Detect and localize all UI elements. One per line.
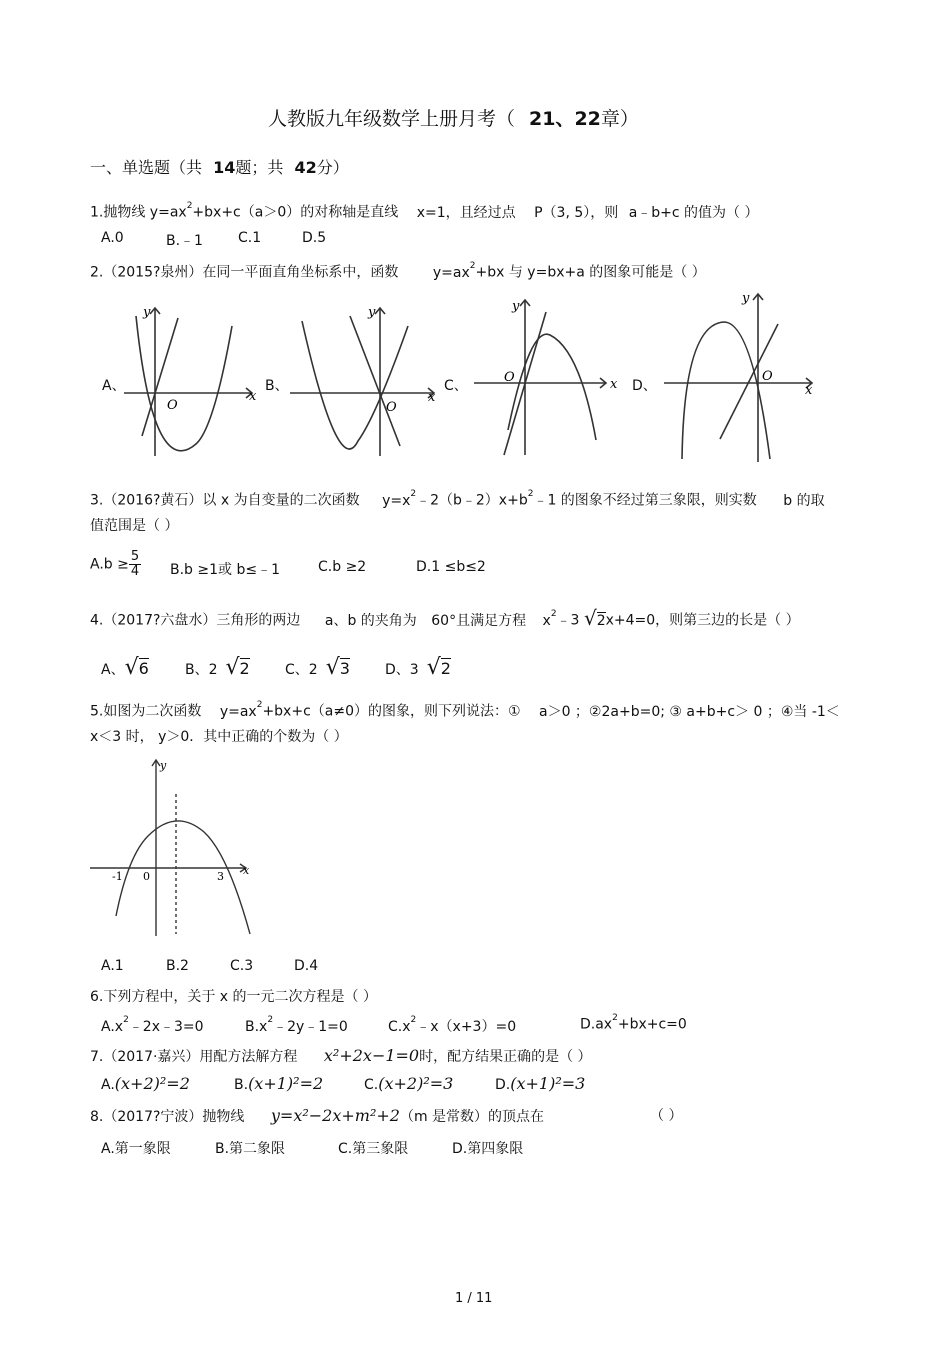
- q4-opt-c-text: C、2: [285, 662, 318, 678]
- q7-opt-d-eq: (x+1)²=3: [510, 1074, 586, 1093]
- sqrt-radicand: 2: [440, 659, 451, 678]
- q6-opt-d-1: D.ax: [580, 1016, 613, 1033]
- q4-opt-d-text: D、3: [385, 662, 419, 678]
- q6-opt-b-2: ﹣2y﹣1=0: [273, 1019, 348, 1035]
- sqrt-radicand: 3: [339, 659, 350, 678]
- q4-option-d[interactable]: D、3 √2: [385, 655, 451, 680]
- q7-option-a[interactable]: [101, 1074, 190, 1093]
- q6-opt-d-2: +bx+c=0: [617, 1016, 687, 1033]
- q4-option-c[interactable]: C、2 √3: [285, 655, 350, 680]
- x-label: x: [805, 383, 813, 398]
- question-7: [90, 1047, 592, 1066]
- q6-opt-c-2: ﹣x（x+3）=0: [416, 1019, 517, 1035]
- sqrt-radicand: 2: [239, 659, 250, 678]
- q1-option-b[interactable]: B.﹣1: [166, 233, 203, 249]
- q5-option-d[interactable]: D.4: [294, 958, 319, 974]
- q7-text-a: 7.（2017·嘉兴）用配方法解方程: [90, 1049, 298, 1065]
- question-8: [90, 1107, 544, 1126]
- q4-text-a: 4.（2017?六盘水）三角形的两边: [90, 612, 301, 629]
- q4-option-b[interactable]: B、2 √2: [185, 655, 250, 680]
- x-label: x: [249, 389, 257, 404]
- q1-option-d[interactable]: D.5: [302, 230, 327, 246]
- q5-text-c: +bx+c（a≠0）的图象，则下列说法：①: [262, 703, 521, 720]
- q6-option-c[interactable]: $C.x^2﹣x(x+3)=0$: [388, 1015, 517, 1035]
- origin-label: O: [386, 400, 397, 415]
- section-heading: [90, 155, 349, 178]
- document-title: [268, 104, 639, 131]
- title-chapters: 21、22: [529, 108, 601, 130]
- q3-option-c[interactable]: C.b ≥2: [318, 559, 367, 575]
- q7-opt-a-label: A.: [101, 1077, 115, 1093]
- q7-equation: x²+2x−1=0: [323, 1046, 420, 1065]
- origin-label: O: [762, 369, 773, 384]
- question-1: 1.抛物线 $y=ax^2+bx+c(a>0)$的对称轴是直线 x=1，且经过点 P（3, 5），则 a﹣b+c 的值为（ ）: [90, 201, 759, 221]
- line-graph: [142, 318, 178, 436]
- q8-answer-paren: （ ）: [650, 1108, 683, 1124]
- tick-label-neg1: -1: [112, 870, 123, 883]
- q6-option-d[interactable]: $D.ax^2+bx+c=0$: [580, 1013, 687, 1033]
- q3-option-d[interactable]: D.1 ≤b≤2: [416, 559, 486, 575]
- q6-option-b[interactable]: $B.x^2﹣2y﹣1=0$: [245, 1015, 348, 1035]
- frac-den: 4: [130, 564, 140, 579]
- q5-option-b[interactable]: B.2: [166, 958, 189, 974]
- q1-text-b: +bx+c（a＞0）的对称轴是直线: [192, 204, 399, 221]
- sqrt-2-symbol: √2: [583, 605, 606, 630]
- q5-text-d: a＞0 ；②2a+b=0; ③ a+b+c＞ 0 ；④当 -1＜: [539, 703, 840, 720]
- q1-text-a: 1.抛物线 y=ax: [90, 204, 187, 221]
- q4-text-d: x: [542, 612, 551, 629]
- q7-opt-d-label: D.: [495, 1077, 511, 1093]
- q7-text-b: 时，配方结果正确的是（ ）: [419, 1049, 592, 1065]
- q8-equation: y=x²−2x+m²+2: [270, 1106, 400, 1125]
- question-4: 4.（2017?六盘水）三角形的两边 a、b 的夹角为 60°且满足方程 $x^2﹣3$ √2x+4=0，则第三边的长是（ ）: [90, 605, 800, 630]
- title-prefix: 人教版九年级数学上册月考（: [268, 108, 516, 130]
- question-6: 6.下列方程中，关于 x 的一元二次方程是（ ）: [90, 989, 377, 1005]
- q5-line2: x＜3 时， y＞0．其中正确的个数为（ ）: [90, 729, 348, 745]
- q3-option-a[interactable]: [90, 550, 141, 579]
- q2-option-b-label[interactable]: B、: [265, 378, 289, 394]
- q4-text-e: ﹣3: [556, 612, 580, 629]
- frac-num: 5: [130, 549, 140, 564]
- q5-text-b: y=ax: [219, 703, 257, 720]
- q2-graph-c: [470, 290, 620, 462]
- q2-text-a: 2.（2015?泉州）在同一平面直角坐标系中，函数: [90, 264, 399, 281]
- q1-text-d: P（3, 5），则: [534, 204, 619, 221]
- y-label: y: [160, 759, 167, 772]
- sqrt-radicand: 6: [138, 659, 149, 678]
- q3-text-e: b 的取: [783, 492, 825, 509]
- section-score: 42: [294, 158, 317, 177]
- q4-text-c: 60°且满足方程: [431, 612, 527, 629]
- section-count: 14: [213, 158, 236, 177]
- q1-option-a[interactable]: A.0: [101, 230, 124, 246]
- x-label: x: [243, 864, 250, 877]
- q7-option-d[interactable]: [495, 1074, 585, 1093]
- q4-text-f: x+4=0，则第三边的长是（ ）: [605, 612, 800, 629]
- section-suffix: 分）: [316, 158, 349, 177]
- q2-graph-b: [288, 296, 443, 466]
- x-label: x: [428, 390, 436, 405]
- q5-option-c[interactable]: C.3: [230, 958, 254, 974]
- fraction-5-4: [129, 550, 141, 579]
- y-label: y: [742, 291, 750, 306]
- q6-opt-a-1: A.x: [101, 1019, 124, 1035]
- q3-text-b: y=x: [382, 492, 411, 509]
- y-label: y: [512, 299, 520, 314]
- q4-option-a[interactable]: A、√6: [101, 655, 149, 680]
- y-label: y: [143, 305, 151, 320]
- q2-text-b: y=ax: [432, 264, 470, 281]
- q7-opt-b-eq: (x+1)²=2: [248, 1074, 324, 1093]
- q7-opt-b-label: B.: [234, 1077, 249, 1093]
- q1-option-c[interactable]: C.1: [238, 230, 262, 246]
- q6-opt-b-1: B.x: [245, 1019, 268, 1035]
- sqrt-radicand: 2: [596, 612, 606, 629]
- q5-graph: [88, 756, 263, 942]
- q2-text-c: +bx 与 y=bx+a 的图象可能是（ ）: [475, 264, 706, 281]
- q7-option-b[interactable]: [234, 1074, 323, 1093]
- q1-text-e: a﹣b+c 的值为（ ）: [628, 204, 759, 221]
- q6-opt-a-2: ﹣2x﹣3=0: [128, 1019, 204, 1035]
- q8-text-a: 8.（2017?宁波）抛物线: [90, 1109, 245, 1125]
- q3-text-d: ﹣1 的图象不经过第三象限，则实数: [533, 492, 757, 509]
- tick-label-3: 3: [217, 870, 224, 883]
- q4-opt-b-text: B、2: [185, 662, 218, 678]
- q3-line2: 值范围是（ ）: [90, 518, 179, 534]
- q8-option-a[interactable]: A.第一象限: [101, 1141, 171, 1157]
- parabola-curve: [136, 316, 232, 451]
- q2-option-c-label[interactable]: C、: [444, 378, 468, 394]
- question-2: 2.（2015?泉州）在同一平面直角坐标系中，函数 $y=ax^2+bx$ 与 y=bx+a 的图象可能是（ ）: [90, 261, 706, 281]
- q1-text-c: x=1，且经过点: [416, 204, 516, 221]
- q2-graph-d: [662, 284, 822, 466]
- origin-label: O: [504, 370, 515, 385]
- q5-text-a: 5.如图为二次函数: [90, 703, 202, 720]
- q5-option-a[interactable]: A.1: [101, 958, 124, 974]
- q2-option-a-label[interactable]: A、: [102, 378, 126, 394]
- q3-option-b[interactable]: B.b ≥1或 b≤﹣1: [170, 562, 281, 578]
- q6-opt-c-1: C.x: [388, 1019, 411, 1035]
- q8-option-d[interactable]: D.第四象限: [452, 1141, 524, 1157]
- section-mid: 题；共: [235, 158, 284, 177]
- q8-option-b[interactable]: B.第二象限: [215, 1141, 286, 1157]
- q3-opt-a-text: A.b ≥: [90, 556, 129, 573]
- q7-opt-a-eq: (x+2)²=2: [114, 1074, 190, 1093]
- question-3: 3.（2016?黄石）以 x 为自变量的二次函数 $y=x^2﹣2(b﹣2)x+b^2﹣1$ 的图象不经过第三象限，则实数 b 的取: [90, 489, 825, 509]
- q8-option-c[interactable]: C.第三象限: [338, 1141, 409, 1157]
- title-suffix: 章）: [600, 108, 639, 130]
- y-label: y: [368, 305, 376, 320]
- q2-option-d-label[interactable]: D、: [632, 378, 657, 394]
- q3-text-c: ﹣2（b﹣2）x+b: [416, 492, 528, 509]
- tick-label-0: 0: [143, 870, 150, 883]
- q2-graph-a: [118, 296, 268, 466]
- q6-option-a[interactable]: $A.x^2﹣2x﹣3=0$: [101, 1015, 204, 1035]
- origin-label: O: [167, 398, 178, 413]
- section-prefix: 一、单选题（共: [90, 158, 203, 177]
- q7-opt-c-label: C.: [364, 1077, 379, 1093]
- q7-opt-c-eq: (x+2)²=3: [378, 1074, 454, 1093]
- page-number: 1 / 11: [455, 1291, 493, 1306]
- q7-option-c[interactable]: [364, 1074, 453, 1093]
- q4-text-b: a、b 的夹角为: [324, 612, 417, 629]
- q4-opt-a-text: A、: [101, 662, 125, 678]
- x-label: x: [610, 377, 618, 392]
- q3-text-a: 3.（2016?黄石）以 x 为自变量的二次函数: [90, 492, 360, 509]
- q8-text-b: （m 是常数）的顶点在: [399, 1109, 545, 1125]
- question-5: 5.如图为二次函数 $y=ax^2+bx+c(a\ne 0)$的图象，则下列说法：① a＞0 ；②2a+b=0; ③ a+b+c＞ 0 ；④当 -1＜: [90, 700, 840, 720]
